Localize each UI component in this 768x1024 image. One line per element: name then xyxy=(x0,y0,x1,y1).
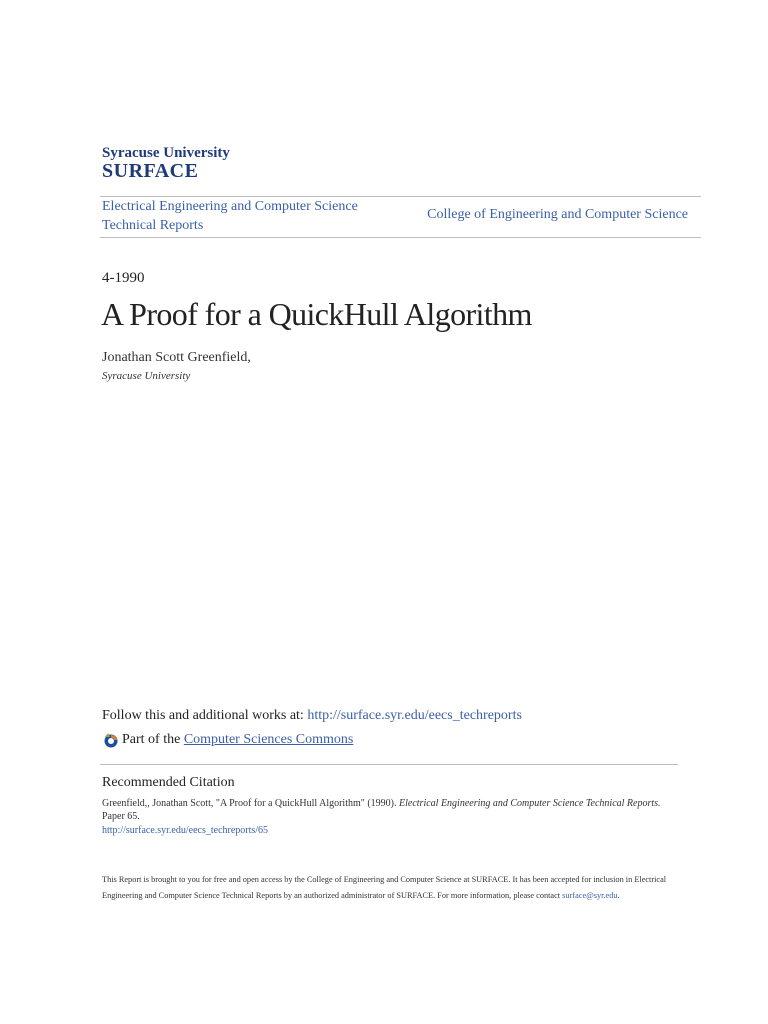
author-name: Jonathan Scott Greenfield, xyxy=(102,350,251,365)
follow-label: Follow this and additional works at: xyxy=(102,708,304,723)
citation-url-link[interactable]: http://surface.syr.edu/eecs_techreports/65 xyxy=(102,825,269,836)
nav-divider xyxy=(100,237,701,238)
contact-email-link[interactable]: surface@syr.edu xyxy=(562,890,618,900)
university-name: Syracuse University xyxy=(102,145,230,161)
open-access-icon xyxy=(102,731,120,749)
citation-heading: Recommended Citation xyxy=(102,775,235,790)
college-link[interactable]: College of Engineering and Computer Science xyxy=(427,207,688,222)
paper-title: A Proof for a QuickHull Algorithm xyxy=(101,296,532,332)
footer-end: . xyxy=(617,890,620,900)
citation-main: Greenfield,, Jonathan Scott, "A Proof for a QuickHull Algorithm" (1990). xyxy=(102,798,397,809)
part-of-line xyxy=(102,731,353,749)
citation-series: Electrical Engineering and Computer Science Technical Reports. xyxy=(399,798,661,809)
footer-text: This Report is brought to you for free and open access by the College of Engineering and Computer Science at SURFACE. It has been accepted for inclusion in Electrical Engineering and Computer Science Technical Reports by an authorized administrator of SURFACE. For more information, please contact xyxy=(102,875,667,900)
publication-date: 4-1990 xyxy=(102,270,145,286)
follow-url-link[interactable]: http://surface.syr.edu/eecs_techreports xyxy=(307,708,522,723)
citation-divider xyxy=(100,764,678,765)
series-label-line1: Electrical Engineering and Computer Science xyxy=(102,199,358,214)
computer-sciences-commons-link[interactable]: Computer Sciences Commons xyxy=(183,732,354,747)
citation-text xyxy=(102,797,682,823)
part-of-label: Part of the xyxy=(122,732,181,747)
repository-name[interactable]: SURFACE xyxy=(102,160,199,182)
series-link[interactable] xyxy=(102,197,382,235)
citation-paper-number: Paper 65. xyxy=(102,811,140,822)
footer-notice xyxy=(102,872,677,903)
follow-line xyxy=(102,708,522,724)
series-label-line2: Technical Reports xyxy=(102,218,204,233)
author-affiliation: Syracuse University xyxy=(102,370,191,382)
